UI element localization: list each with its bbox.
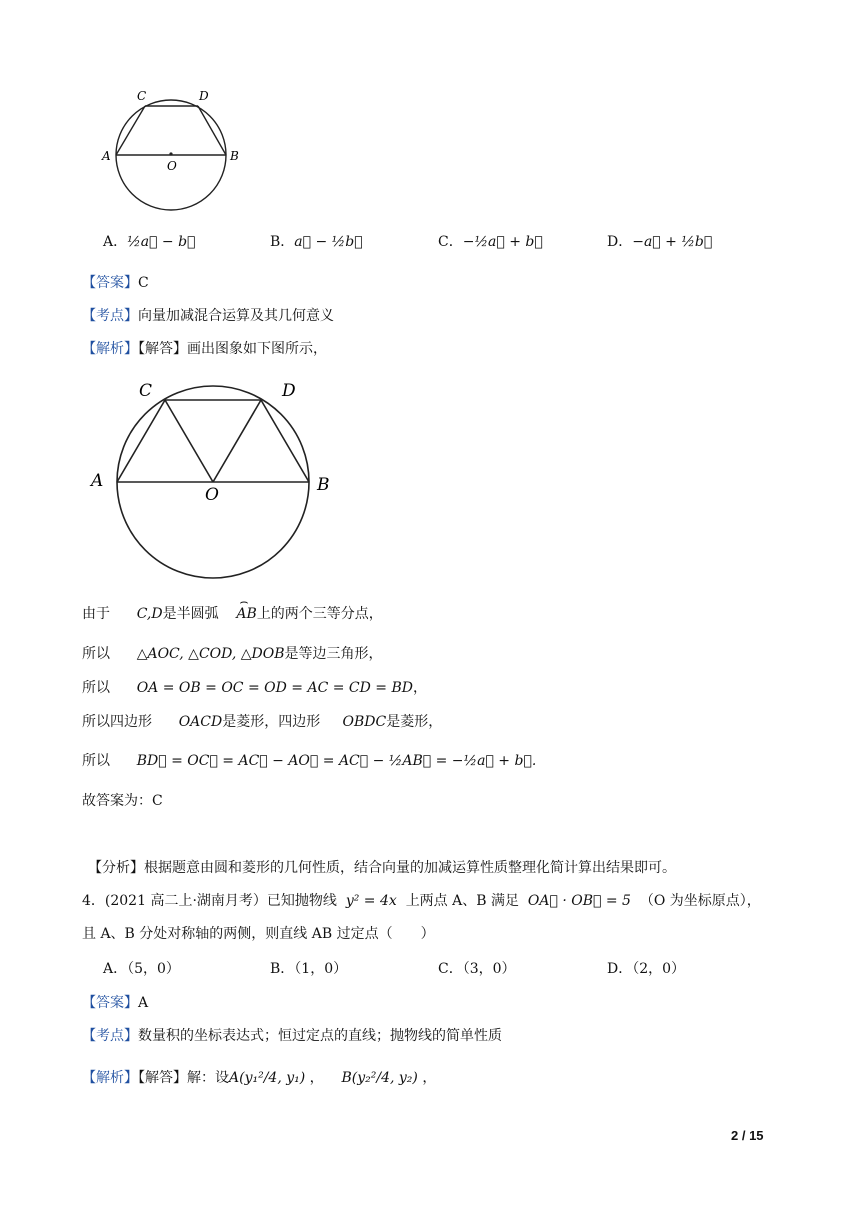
label-a: A [91,471,104,491]
topic-line [82,305,334,325]
label-o: O [167,159,177,173]
q4-stem-line2: 且 A、B 分处对称轴的两侧，则直线 AB 过定点（ ） [82,926,435,942]
option-b: B．a⃗ − ½b⃗ [270,234,363,250]
answer-value: C [138,275,149,291]
label-a: A [102,149,111,163]
answer-tag: 【答案】 [82,275,138,291]
label-c: C [139,381,153,401]
figure-semicircle-large [85,372,345,582]
derivation-line-2: 所以 △AOC, △COD, △DOB是等边三角形， [82,646,383,662]
analysis-tag: 【解析】 [82,341,138,357]
topic-text: 向量加减混合运算及其几何意义 [138,308,334,324]
answer-line [82,272,149,292]
page-number: 2 / 15 [731,1128,764,1143]
derivation-line-4: 所以四边形 OACD是菱形，四边形 OBDC是菱形， [82,714,443,730]
option-c: C．−½a⃗ + b⃗ [438,234,543,250]
option-d: D．−a⃗ + ½b⃗ [607,234,713,250]
q4-topic-line: 【考点】数量积的坐标表达式；恒过定点的直线；抛物线的简单性质 [82,1028,502,1044]
label-o: O [205,485,219,505]
q4-option-d: D．（2，0） [607,961,686,977]
analysis-line [82,338,327,358]
q4-option-a: A．（5，0） [103,961,180,977]
fenxi-line: 【分析】根据题意由圆和菱形的几何性质，结合向量的加减运算性质整理化简计算出结果即可。 [88,860,676,876]
label-b: B [317,475,330,495]
analysis-intro: 【解答】画出图象如下图所示， [138,341,327,357]
derivation-line-1: 由于 C,D是半圆弧 ⌢ AB上的两个三等分点， [82,594,383,622]
q4-answer-line: 【答案】A [82,995,149,1011]
derivation-line-5: 所以 BD⃗ = OC⃗ = AC⃗ − AO⃗ = AC⃗ − ½AB⃗ = −½a⃗ + b⃗. [82,753,537,769]
topic-tag: 【考点】 [82,308,138,324]
label-d: D [199,89,209,103]
derivation-line-3: 所以 OA = OB = OC = OD = AC = CD = BD， [82,680,428,696]
q4-stem-line1: 4．(2021 高二上·湖南月考）已知抛物线 y² = 4x 上两点 A、B 满足 OA⃗ · OB⃗ = 5 （O 为坐标原点）， [82,893,761,909]
conclusion: 故答案为：C [82,793,163,809]
q4-analysis-line: 【解析】【解答】解：设A(y₁²/4, y₁) ， B(y₂²/4, y₂) ， [82,1070,437,1086]
q4-option-b: B．（1，0） [270,961,348,977]
label-d: D [282,381,296,401]
q4-option-c: C．（3，0） [438,961,516,977]
label-c: C [137,89,147,103]
option-a: A．½a⃗ − b⃗ [103,234,196,250]
figure-semicircle-small [95,84,255,214]
label-b: B [230,149,239,163]
